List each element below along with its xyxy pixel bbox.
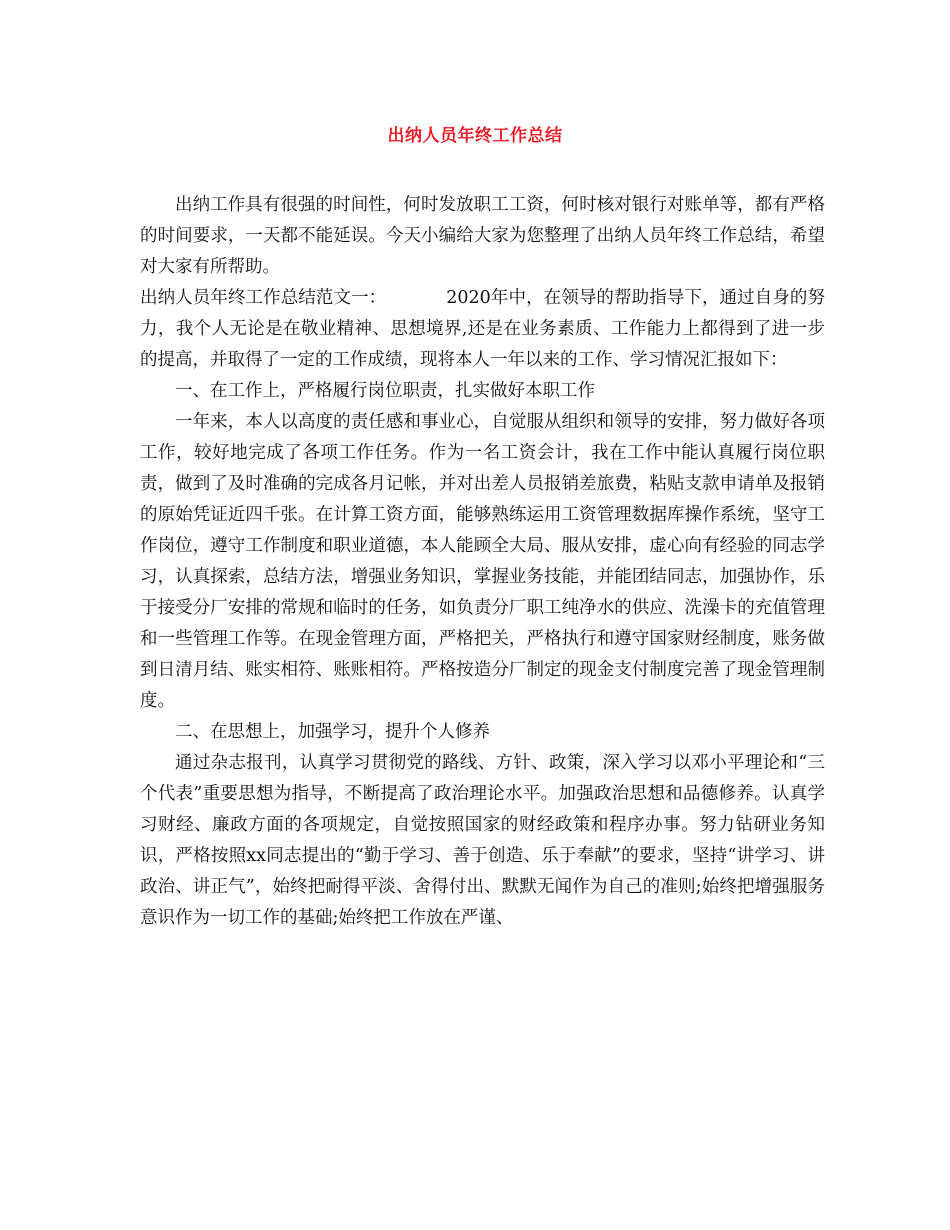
document-body bbox=[140, 190, 825, 934]
document-title: 出纳人员年终工作总结 bbox=[387, 126, 563, 146]
sample-opening: 2020年中，在领导的帮助指导下，通过自身的努力，我个人无论是在敬业精神、思想境界,还是在业务素质、工作能力上都得到了进一步的提高，并取得了一定的工作成绩，现将本人一年以来的工作、学习情况汇报如下： bbox=[140, 288, 826, 370]
intro-paragraph: 出纳工作具有很强的时间性，何时发放职工工资，何时核对银行对账单等，都有严格的时间要求，一天都不能延误。今天小编给大家为您整理了出纳人员年终工作总结，希望对大家有所帮助。 bbox=[140, 195, 825, 277]
section-1-body: 一年来，本人以高度的责任感和事业心，自觉服从组织和领导的安排，努力做好各项工作，较好地完成了各项工作任务。作为一名工资会计，我在工作中能认真履行岗位职责，做到了及时准确的完成各月记帐，并对出差人员报销差旅费，粘贴支款申请单及报销的原始凭证近四千张。在计算工资方面，能够熟练运用工资管理数据库操作系统，坚守工作岗位，遵守工作制度和职业道德，本人能顾全大局、服从安排，虚心向有经验的同志学习，认真探索，总结方法，增强业务知识，掌握业务技能，并能团结同志，加强协作，乐于接受分厂安排的常规和临时的任务，如负责分厂职工纯净水的供应、洗澡卡的充值管理和一些管理工作等。在现金管理方面，严格把关，严格执行和遵守国家财经制度，账务做到日清月结、账实相符、账账相符。严格按造分厂制定的现金支付制度完善了现金管理制度。 bbox=[140, 412, 825, 711]
section-1-heading: 一、在工作上，严格履行岗位职责，扎实做好本职工作 bbox=[175, 381, 595, 401]
section-2-body: 通过杂志报刊，认真学习贯彻党的路线、方针、政策，深入学习以邓小平理论和“三个代表”重要思想为指导，不断提高了政治理论水平。加强政治思想和品德修养。认真学习财经、廉政方面的各项规定，自觉按照国家的财经政策和程序办事。努力钻研业务知识，严格按照xx同志提出的“勤于学习、善于创造、乐于奉献”的要求，坚持“讲学习、讲政治、讲正气”，始终把耐得平淡、舍得付出、默默无闻作为自己的准则;始终把增强服务意识作为一切工作的基础;始终把工作放在严谨、 bbox=[140, 753, 825, 928]
sample-paragraph bbox=[140, 283, 825, 376]
sample-heading: 出纳人员年终工作总结范文一： bbox=[140, 288, 387, 308]
section-2-heading: 二、在思想上，加强学习，提升个人修养 bbox=[175, 722, 490, 742]
